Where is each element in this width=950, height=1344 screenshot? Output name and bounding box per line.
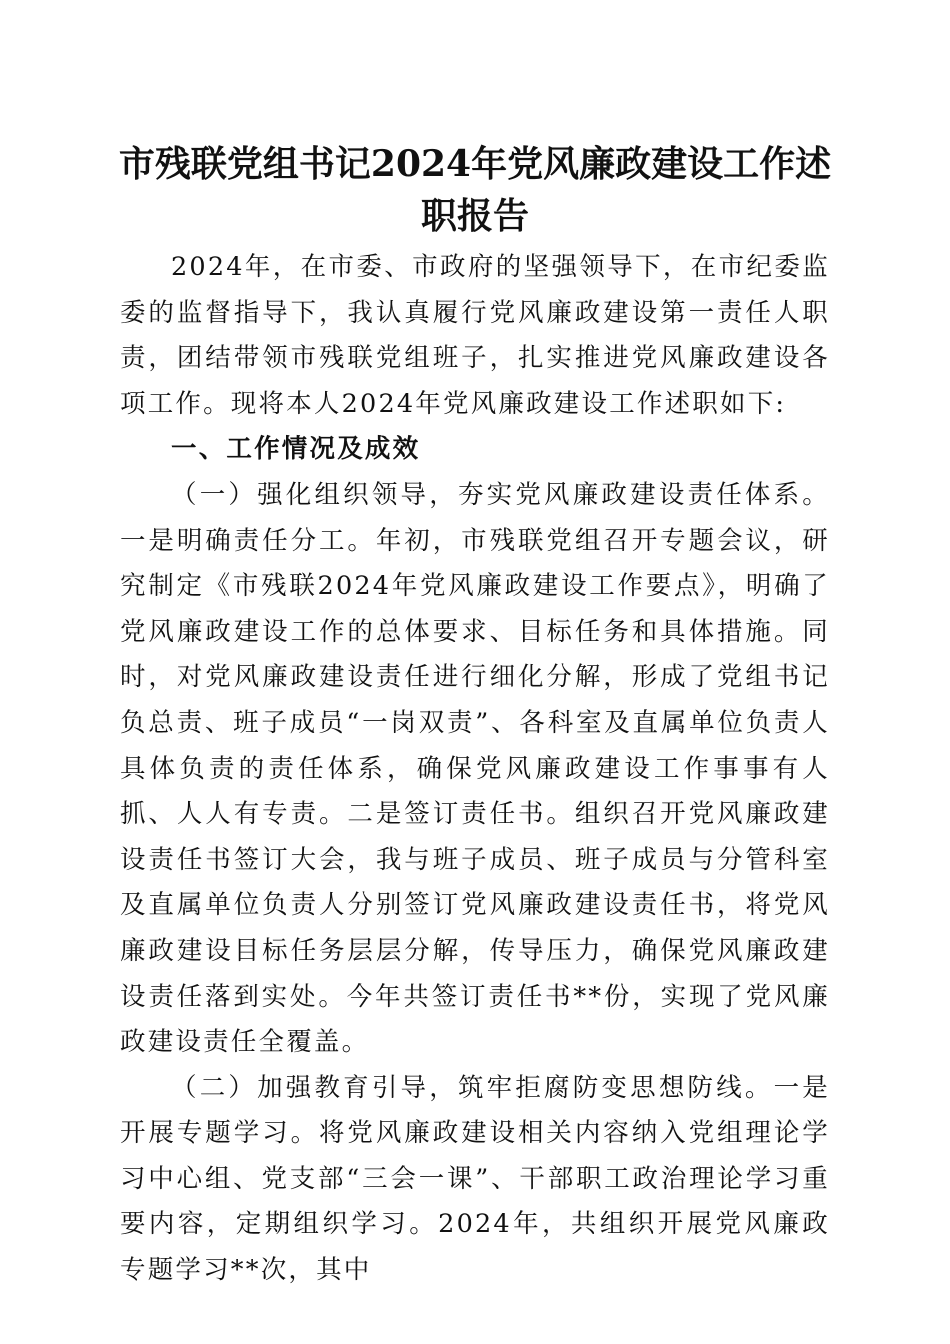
subsection-heading-2: （二）加强教育引导，筑牢拒腐防变思想防线。 [171, 1072, 774, 1103]
paragraph-education-guidance [120, 1066, 830, 1294]
document-title: 市残联党组书记2024年党风廉政建设工作述职报告 [118, 143, 832, 237]
subsection-heading-1: （一）强化组织领导，夯实党风廉政建设责任体系。 [171, 479, 830, 510]
paragraph-1-body: 一是明确责任分工。年初，市残联党组召开专题会议，研究制定《市残联2024年党风廉政建设工作要点》，明确了党风廉政建设工作的总体要求、目标任务和具体措施。同时，对党风廉政建设责任进行细化分解，形成了党组书记负总责、班子成员“一岗双责”、各科室及直属单位负责人具体负责的责任体系，确保党风廉政建设工作事事有人抓、人人有专责。二是签订责任书。组织召开党风廉政建设责任书签订大会，我与班子成员、班子成员与分管科室及直属单位负责人分别签订党风廉政建设责任书，将党风廉政建设目标任务层层分解，传导压力，确保党风廉政建设责任落到实处。今年共签订责任书**份，实现了党风廉政建设责任全覆盖。 [120, 525, 830, 1058]
intro-paragraph: 2024年，在市委、市政府的坚强领导下，在市纪委监委的监督指导下，我认真履行党风廉政建设第一责任人职责，团结带领市残联党组班子，扎实推进党风廉政建设各项工作。现将本人2024年党风廉政建设工作述职如下: [120, 252, 830, 419]
document-body [120, 245, 830, 1294]
paragraph-organization-leadership [120, 473, 830, 1066]
paragraph-2-body: 一是开展专题学习。将党风廉政建设相关内容纳入党组理论学习中心组、党支部“三会一课”、干部职工政治理论学习重要内容，定期组织学习。2024年，共组织开展党风廉政专题学习**次，其中 [120, 1072, 831, 1286]
section-heading-work-status: 一、工作情况及成效 [171, 434, 421, 465]
